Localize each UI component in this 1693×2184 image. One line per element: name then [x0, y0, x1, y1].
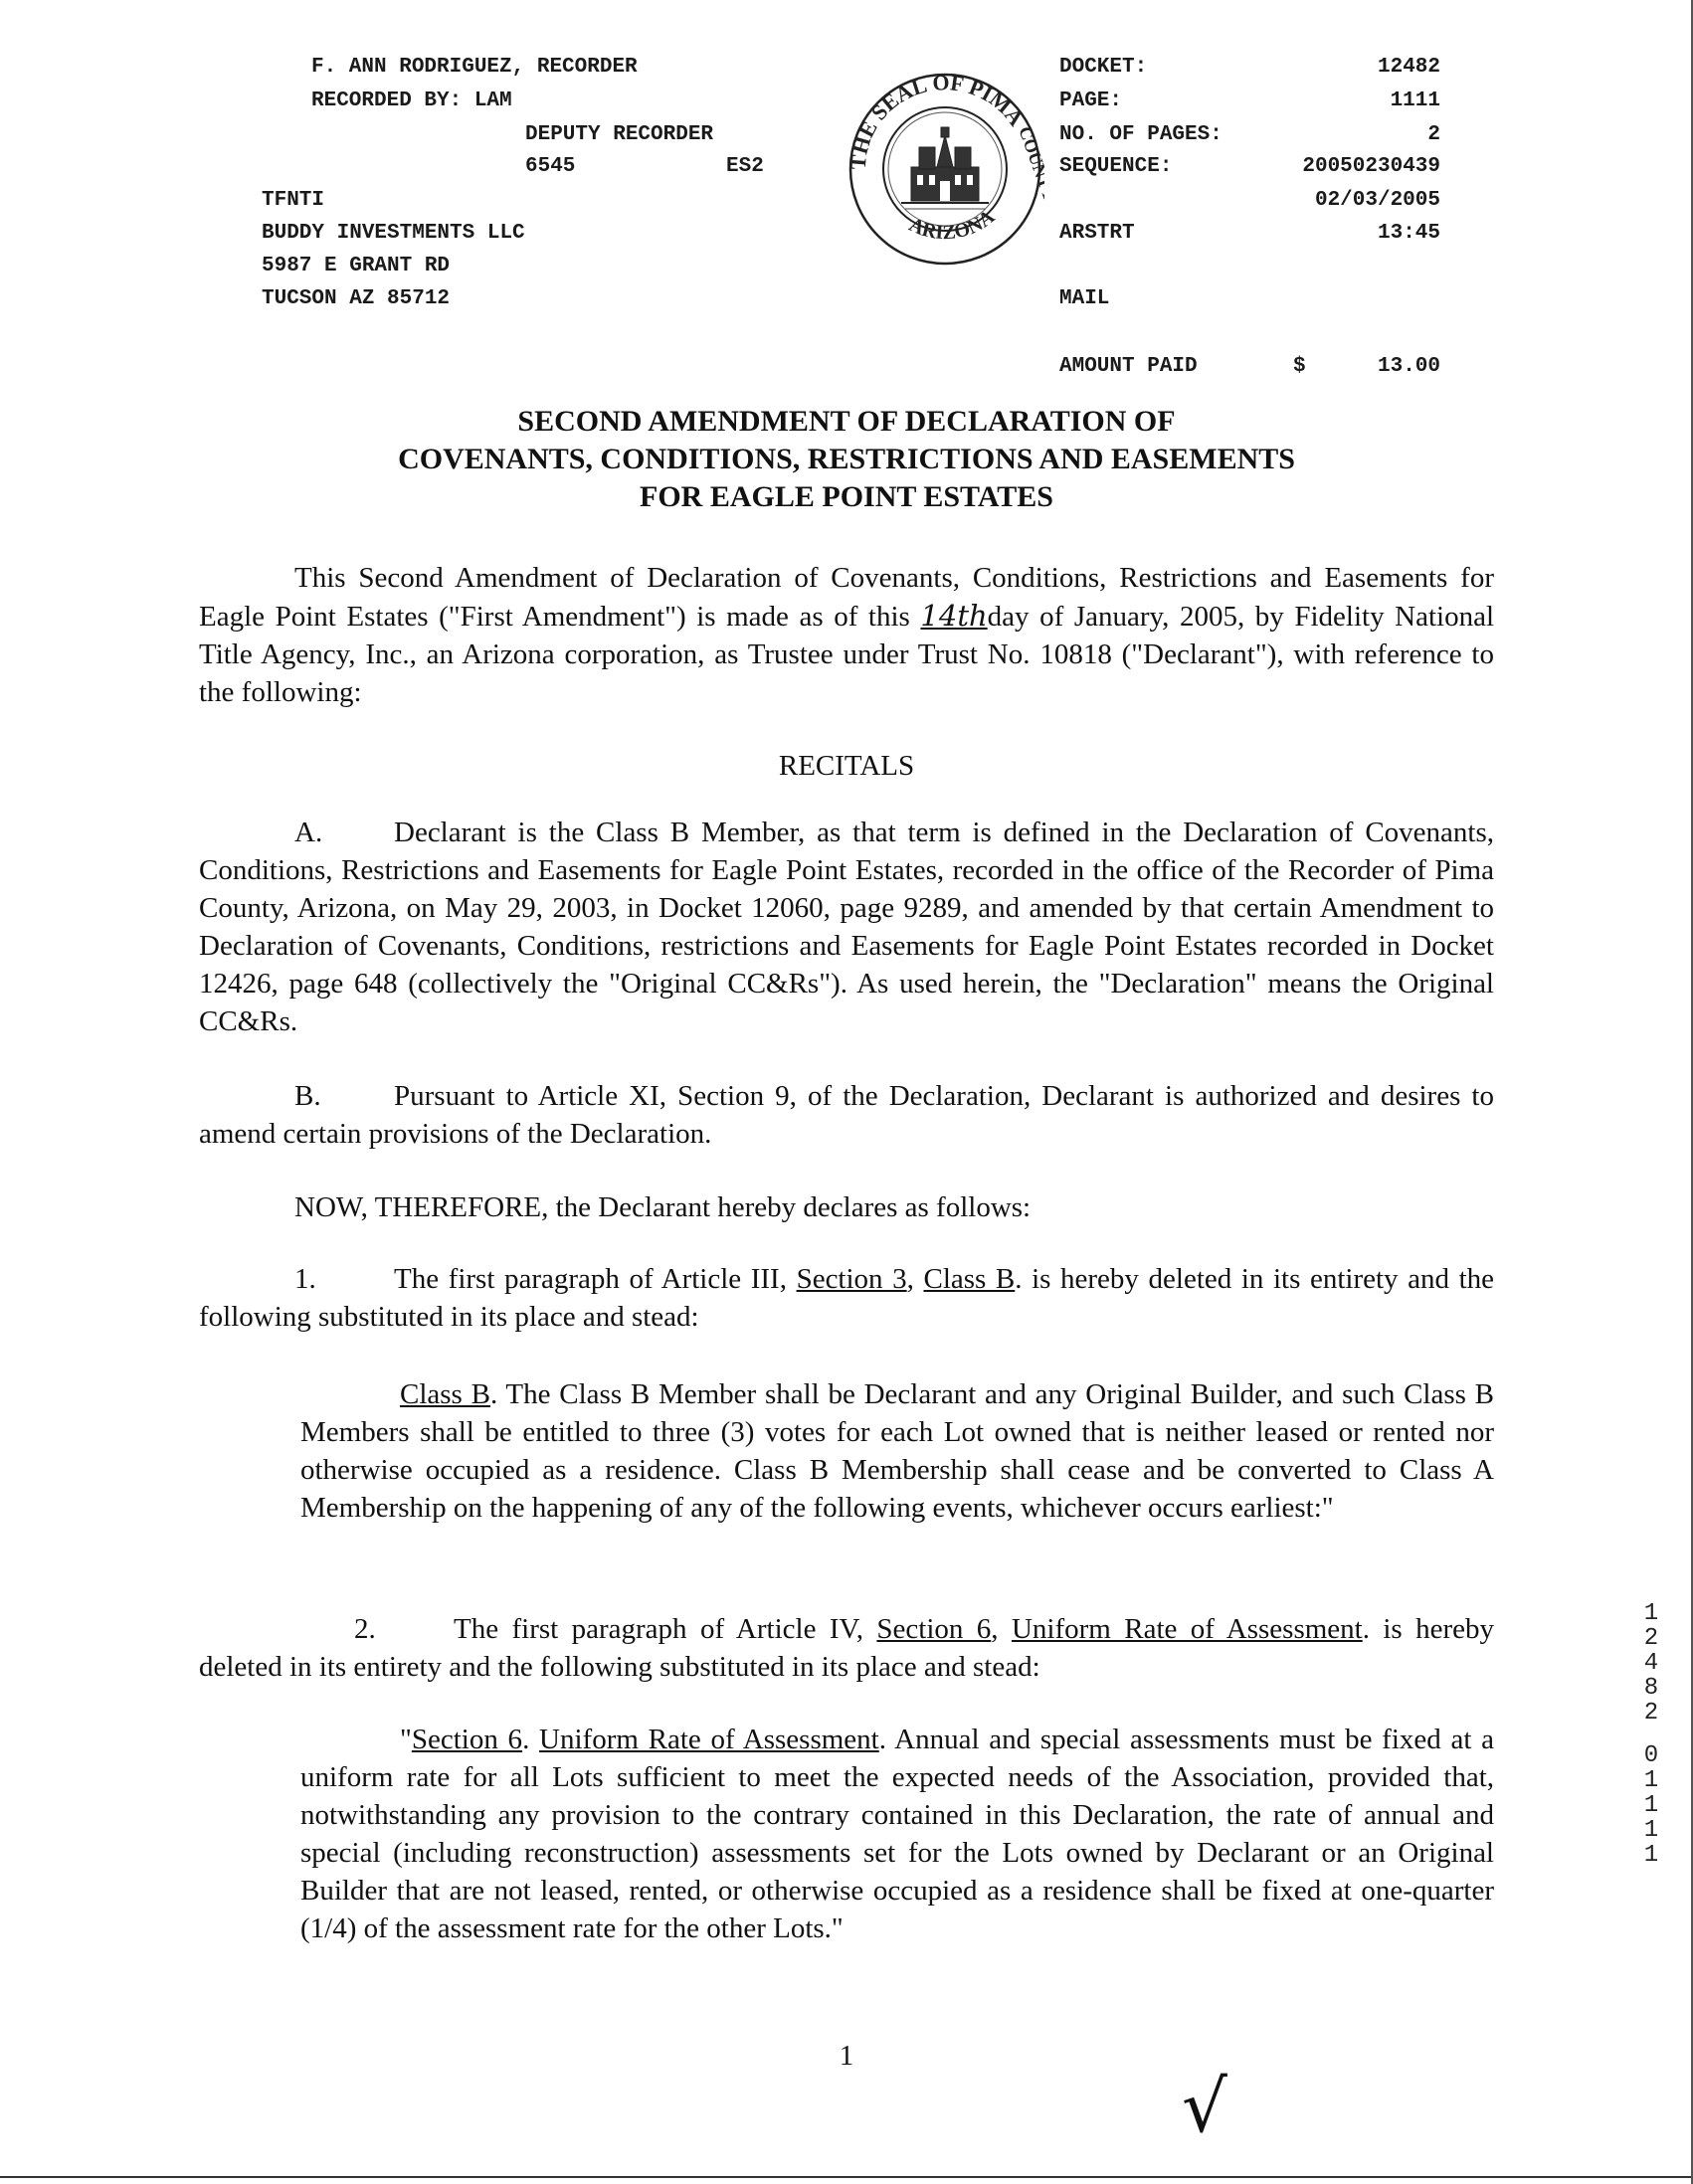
return-line-4: TUCSON AZ 85712 [262, 287, 451, 310]
title-line-2: COVENANTS, CONDITIONS, RESTRICTIONS AND EASEMENTS [398, 443, 1295, 475]
docket-value: 12482 [1377, 56, 1440, 79]
mail-label: MAIL [1059, 287, 1110, 310]
stamp-digit: 2 [1643, 1700, 1659, 1727]
recorded-time: 13:45 [1377, 222, 1440, 245]
amount-value: 13.00 [1377, 355, 1440, 378]
stamp-gap [1636, 1726, 1666, 1743]
stamp-digit: 2 [1643, 1625, 1659, 1652]
page-row [1059, 85, 1440, 117]
svg-text:THE SEAL OF PIMA [846, 70, 1029, 170]
sequence-label: SEQUENCE: [1059, 155, 1173, 178]
recorder-code-b: ES2 [726, 155, 764, 178]
class-b-quote [300, 1375, 1494, 1527]
recital-b-text: Pursuant to Article XI, Section 9, of the Declaration, Declarant is authorized and desires to amend certain provisions of the Declaration. [199, 1080, 1494, 1150]
stamp-digit: 1 [1643, 1792, 1659, 1819]
docket-row [1059, 51, 1440, 84]
item-2-marker: 2. [354, 1613, 376, 1645]
stamp-digit: 4 [1643, 1650, 1659, 1677]
class-b-text: . The Class B Member shall be Declarant and any Original Builder, and such Class B Members shall be entitled to three (3) votes for each Lot owned that is neither leased or rented nor otherwise occupied as a residence. Class B Membership shall cease and be converted to Class A Membership on the happening of any of the following events, whichever occurs earliest:" [300, 1378, 1495, 1524]
title-line-3: FOR EAGLE POINT ESTATES [640, 480, 1053, 513]
handwritten-initials: √ [1182, 2065, 1227, 2148]
item-1-class: Class B [923, 1263, 1016, 1295]
return-line-2: BUDDY INVESTMENTS LLC [262, 222, 525, 245]
section-6-heading: Section 6 [411, 1724, 523, 1755]
recorder-name: F. ANN RODRIGUEZ, RECORDER [311, 56, 638, 79]
stamp-digit: 1 [1643, 1600, 1659, 1627]
item-1: 1. The first paragraph of Article III, Section 3, Class B. is hereby deleted in its entirety and the following substituted in its place and stead: [199, 1260, 1494, 1336]
deputy-recorder: DEPUTY RECORDER [525, 123, 714, 146]
class-b-heading: Class B [400, 1378, 490, 1410]
page-number: 1 [839, 2040, 854, 2072]
recorder-code-a: 6545 [525, 155, 576, 178]
docket-label: DOCKET: [1059, 56, 1148, 79]
title-line-1: SECOND AMENDMENT OF DECLARATION OF [517, 405, 1176, 438]
recital-a-text: Declarant is the Class B Member, as that term is defined in the Declaration of Covenants, Conditions, Restrictions and Easements for Eagle Point Estates, recorded in the office of the Recorder of Pima County, Arizona, on May 29, 2003, in Docket 12060, page 9289, and amended by that certain Amendment to Declaration of Covenants, Conditions, restrictions and Easements for Eagle Point Estates recorded in Docket 12426, page 648 (collectively the "Original CC&Rs"). As used herein, the "Declaration" means the Original CC&Rs. [199, 817, 1494, 1037]
item-2 [199, 1610, 1494, 1686]
arstrt-row [1059, 217, 1440, 250]
num-pages-label: NO. OF PAGES: [1059, 123, 1223, 146]
stamp-digit: 8 [1643, 1675, 1659, 1702]
seal-graphic [846, 70, 1044, 269]
section-6-quote [300, 1721, 1494, 1947]
recital-a-marker: A. [294, 817, 323, 848]
recital-b-marker: B. [294, 1080, 321, 1112]
page-label: PAGE: [1059, 90, 1123, 112]
num-pages-row [1059, 118, 1440, 151]
num-pages-value: 2 [1427, 123, 1440, 146]
stamp-digit: 0 [1643, 1742, 1659, 1769]
item-2-post: . is hereby deleted in its entirety and the following substituted in its place and stead: [199, 1613, 1495, 1683]
stamp-digit: 1 [1643, 1817, 1659, 1844]
sequence-value: 20050230439 [1302, 155, 1440, 178]
recital-b [199, 1077, 1494, 1153]
intro-after-date: day of January, 2005, by Fidelity National Title Agency, Inc., an Arizona corporation, as Trustee under Trust No. 10818 ("Declarant"), with reference to the following: [199, 601, 1495, 708]
return-line-1: TFNTI [262, 189, 325, 212]
sequence-row [1059, 150, 1440, 183]
item-1-pre: The first paragraph of Article III, [394, 1263, 787, 1295]
amount-label: AMOUNT PAID [1059, 355, 1198, 378]
intro-handwritten-day: 14th [920, 599, 988, 633]
item-2-pre: The first paragraph of Article IV, [454, 1613, 863, 1645]
item-2-sep: , [991, 1613, 999, 1645]
recitals-heading: RECITALS [778, 750, 915, 782]
recital-a [199, 814, 1494, 1040]
item-1-section: Section 3 [796, 1263, 907, 1295]
county-seal [846, 70, 1044, 269]
margin-docket-stamp [1636, 1601, 1666, 1868]
intro-before-date: This Second Amendment of Declaration of Covenants, Conditions, Restrictions and Easements for Eagle Point Estates ("First Amendment") is made as of this [199, 562, 1494, 633]
section-6-open-quote: " [400, 1724, 412, 1755]
scan-bottom-line [0, 2176, 1693, 2178]
seal-right-text: COUNTY [1015, 123, 1044, 204]
amount-currency: $ [1293, 355, 1306, 378]
page-value: 1111 [1390, 90, 1440, 112]
section-6-dot: . [522, 1724, 530, 1755]
stamp-digit: 1 [1643, 1842, 1659, 1869]
section-6-text: . Annual and special assessments must be fixed at a uniform rate for all Lots sufficient to meet the expected needs of the Association, provided that, notwithstanding any provision to the contrary contained in this Declaration, the rate of annual and special (including reconstruction) assessments set for the Lots owned by Declarant or an Original Builder that are not leased, rented, or otherwise occupied as a residence shall be fixed at one-quarter (1/4) of the assessment rate for the other Lots." [300, 1724, 1495, 1944]
now-therefore: NOW, THEREFORE, the Declarant hereby declares as follows: [294, 1191, 1032, 1223]
recorded-by: RECORDED BY: LAM [311, 90, 512, 112]
recorded-date: 02/03/2005 [1314, 189, 1440, 212]
stamp-digit: 1 [1643, 1767, 1659, 1794]
item-2-section: Section 6 [876, 1613, 992, 1645]
arstrt-label: ARSTRT [1059, 222, 1135, 245]
svg-text:ARIZONA [906, 206, 1000, 245]
intro-paragraph [199, 559, 1494, 711]
return-line-3: 5987 E GRANT RD [262, 255, 451, 277]
seal-bottom-text: ARIZONA [905, 205, 1000, 245]
seal-top-text: THE SEAL OF PIMA [846, 70, 1030, 171]
item-1-marker: 1. [294, 1263, 316, 1295]
item-2-name: Uniform Rate of Assessment [1011, 1613, 1363, 1645]
amount-row [1059, 350, 1440, 383]
date-row [1059, 184, 1440, 217]
item-1-post: . is hereby deleted in its entirety and the following substituted in its place and stead: [199, 1263, 1495, 1333]
section-6-name: Uniform Rate of Assessment [539, 1724, 879, 1755]
